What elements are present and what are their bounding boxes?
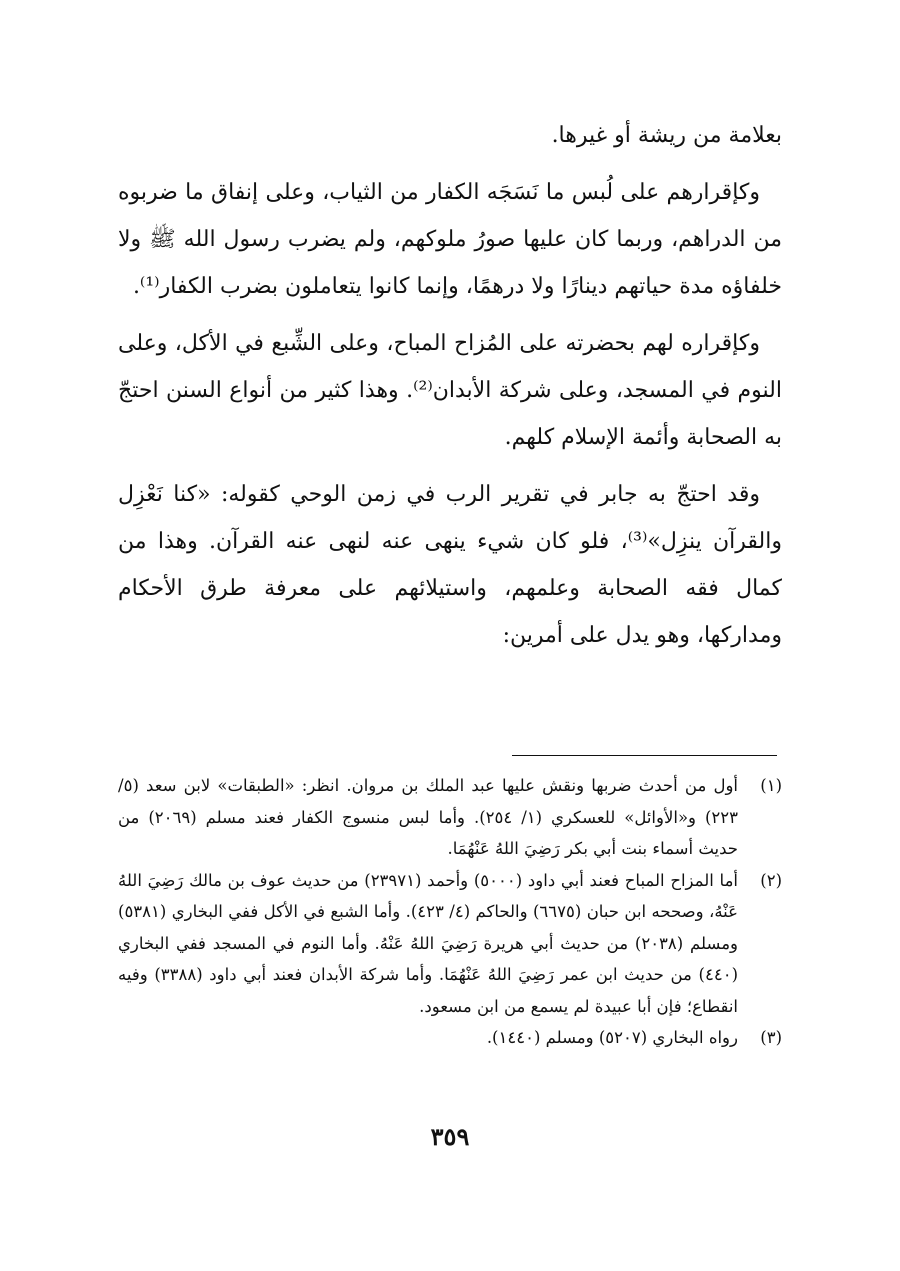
footnotes	[118, 770, 782, 1054]
page-number: ٣٥٩	[430, 1122, 470, 1151]
paragraph-1: بعلامة من ريشة أو غيرها.	[551, 123, 782, 148]
paragraph-4: وقد احتجّ به جابر في تقرير الرب في زمن الوحي كقوله: «كنا نَعْزِل والقرآن ينزِل»⁽³⁾، فلو كان شيء ينهى عنه لنهى عنه القرآن. وهذا من كمال فقه الصحابة وعلمهم، واستيلائهم على معرفة طرق الأحكام ومداركها، وهو يدل على أمرين:	[118, 482, 782, 648]
footnote-2	[118, 865, 782, 1023]
footnote-divider	[512, 755, 777, 756]
footnote-3	[118, 1022, 782, 1054]
footnote-1	[118, 770, 782, 865]
paragraph-2: وكإقرارهم على لُبس ما نَسَجَه الكفار من الثياب، وعلى إنفاق ما ضربوه من الدراهم، وربما كان عليها صورُ ملوكهم، ولم يضرب رسول الله ﷺ ولا خلفاؤه مدة حياتهم دينارًا ولا درهمًا، وإنما كانوا يتعاملون بضرب الكفار⁽¹⁾.	[118, 180, 782, 299]
footnote-text: أما المزاح المباح فعند أبي داود (٥٠٠٠) وأحمد (٢٣٩٧١) من حديث عوف بن مالك رَضِيَ اللهُ عَنْهُ، وصححه ابن حبان (٦٦٧٥) والحاكم (٤/ ٤٢٣). وأما الشبع في الأكل ففي البخاري (٥٣٨١) ومسلم (٢٠٣٨) من حديث أبي هريرة رَضِيَ اللهُ عَنْهُ. وأما النوم في المسجد ففي البخاري (٤٤٠) من حديث ابن عمر رَضِيَ اللهُ عَنْهُمَا. وأما شركة الأبدان فعند أبي داود (٣٣٨٨) وفيه انقطاع؛ فإن أبا عبيدة لم يسمع من ابن مسعود.	[118, 870, 738, 1016]
paragraph-3: وكإقراره لهم بحضرته على المُزاح المباح، وعلى الشِّبع في الأكل، وعلى النوم في المسجد، وعلى شركة الأبدان⁽²⁾. وهذا كثير من أنواع السنن احتجّ به الصحابة وأئمة الإسلام كلهم.	[118, 331, 782, 450]
footnote-text: رواه البخاري (٥٢٠٧) ومسلم (١٤٤٠).	[486, 1028, 738, 1047]
footnote-text: أول من أحدث ضربها ونقش عليها عبد الملك بن مروان. انظر: «الطبقات» لابن سعد (٥/ ٢٢٣) و«الأوائل» للعسكري (١/ ٢٥٤). وأما لبس منسوج الكفار فعند مسلم (٢٠٦٩) من حديث أسماء بنت أبي بكر رَضِيَ اللهُ عَنْهُمَا.	[118, 776, 738, 858]
footnote-number: (١)	[760, 776, 782, 795]
main-text	[118, 112, 782, 669]
footnote-number: (٣)	[760, 1028, 782, 1047]
footnote-number: (٢)	[760, 870, 782, 890]
